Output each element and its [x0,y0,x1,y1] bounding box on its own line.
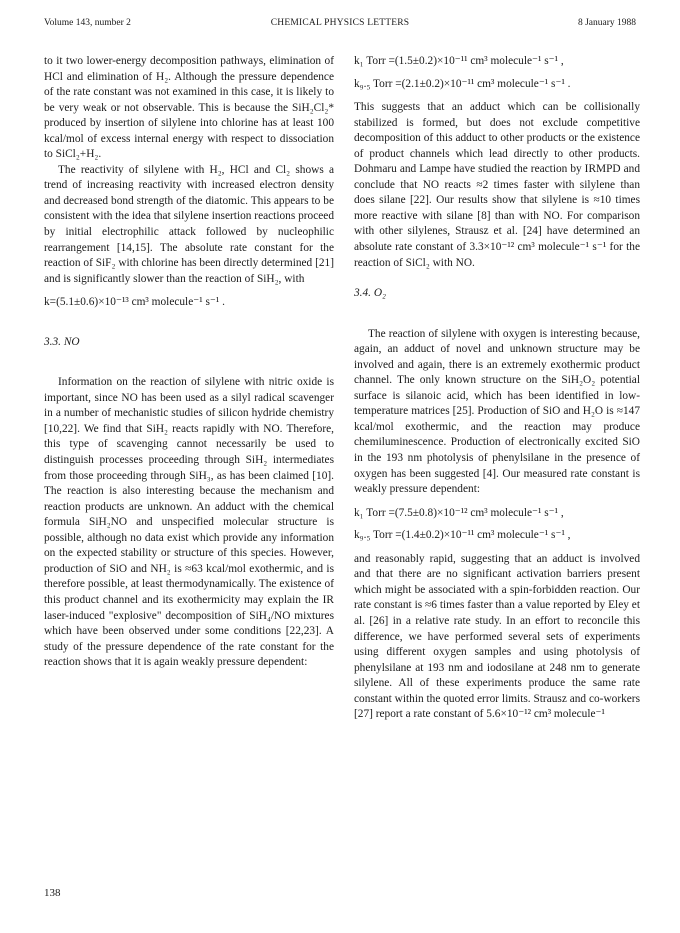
equation: k₁ Torr =(7.5±0.8)×10⁻¹² cm³ molecule⁻¹ s⁻¹ , [354,506,564,519]
equation: k₉.₅ Torr =(2.1±0.2)×10⁻¹¹ cm³ molecule⁻¹ s⁻¹ . [354,77,571,90]
running-header [44,16,636,30]
volume-number: Volume 143, number 2 [44,18,131,28]
right-column [354,54,640,723]
paragraph: The reaction of silylene with oxygen is interesting because, again, an adduct of novel and unknown structure may be involved and again, there is an extremely exothermic product channel. The only known structure on the SiH₂O₂ potential surface is silanoic acid, which has been identified in low-temperature matrices [25]. Production of SiO and H₂O is ≈147 kcal/mol exothermic, and the reaction may produce chemiluminescence. Production of electronically excited SiO in the 193 nm photolysis of phenylsilane in the presence of oxygen has been suggested [4]. Our measured rate constant is weakly pressure dependent: [354,327,640,496]
section-heading: 3.3. NO [44,335,80,348]
equation: k₁ Torr =(1.5±0.2)×10⁻¹¹ cm³ molecule⁻¹ s⁻¹ , [354,55,564,67]
paragraph: to it two lower-energy decomposition pathways, elimination of HCl and elimination of H₂. Although the pressure dependence of the rate constant was not examined in this case, it is likely to be very weak or not observable. This is because the SiH₂Cl₂* produced by insertion of silylene into chlorine has at least 100 kcal/mol of excess internal energy with respect to dissociation to SiCl₂+H₂. [44,55,334,161]
paragraph: and reasonably rapid, suggesting that an adduct is involved and that there are no significant activation barriers present which might be associated with a spin-forbidden reaction. Our rate constant is ≈6 times faster than a value reported by Eley et al. [26] in a relative rate study. In an effort to reconcile this difference, we have performed several sets of experiments using different oxygen samples and using photolysis of phenylsilane at 193 nm and iodosilane at 248 nm to generate silylene. All of these experiments produce the same rate constant within the quoted error limits. Strausz and co-workers [27] report a rate constant of 5.6×10⁻¹² cm³ molecule⁻¹ [354,552,640,721]
paragraph: The reactivity of silylene with H₂, HCl and Cl₂ shows a trend of increasing reactivity with increased electron density and decreased bond strength of the diatomic. This appears to be consistent with the idea that silylene insertion reactions proceed by initial electrophilic attack followed by nucleophilic rearrangement [14,15]. The absolute rate constant for the reaction of SiF₂ with chlorine has been directly determined [21] and is significantly slower than the reaction of SiH₂, with [44,163,334,285]
paragraph: This suggests that an adduct which can be collisionally stabilized is formed, but does not exclude competitive decomposition of this adduct to other products or the existence of product channels which lead directly to other products. Dohmaru and Lampe have studied the reaction by IRMPD and conclude that NO reacts ≈2 times faster with silylene than does silane [22]. Our results show that silylene is ≈10 times more reactive with silane [8] than with NO. For comparison with other silylenes, Strausz et al. [24] have determined an absolute rate constant of 3.3×10⁻¹² cm³ molecule⁻¹ s⁻¹ for the reaction of SiCl₂ with NO. [354,101,640,269]
paragraph: Information on the reaction of silylene with nitric oxide is important, since NO has been used as a silyl radical scavenger in a number of mechanistic studies of silicon hydride chemistry [10,22]. We find that SiH₂ reacts rapidly with NO. Therefore, this type of scavenging cannot necessarily be used to distinguish processes proceeding through SiH₂ intermediates from those proceeding through SiH₃, as has been claimed [10]. The reaction is also interesting because the mechanism and reaction products are unknown. An adduct with the chemical formula SiH₂NO and unspecified molecular structure is possible, although no data exist which provide any information on the expected stability or structure of this species. However, production of SiO and NH₂ is ≈63 kcal/mol exothermic, and is therefore possible, at least thermodynamically. The existence of this product channel and its exothermicity may explain the IR laser-induced "explosive" decomposition of SiH₄/NO mixtures which have been observed under some conditions [22,23]. A study of the pressure dependence of the rate constant for the reaction shows that it is again weakly pressure dependent: [44,376,334,669]
journal-title: CHEMICAL PHYSICS LETTERS [270,18,410,28]
equation: k₉.₅ Torr =(1.4±0.2)×10⁻¹¹ cm³ molecule⁻¹ s⁻¹ , [354,529,571,542]
left-column [44,54,334,671]
issue-date: 8 January 1988 [577,18,636,28]
section-heading: 3.4. O₂ [354,287,386,300]
page-number: 138 [44,887,61,899]
equation: k=(5.1±0.6)×10⁻¹³ cm³ molecule⁻¹ s⁻¹ . [44,296,225,309]
